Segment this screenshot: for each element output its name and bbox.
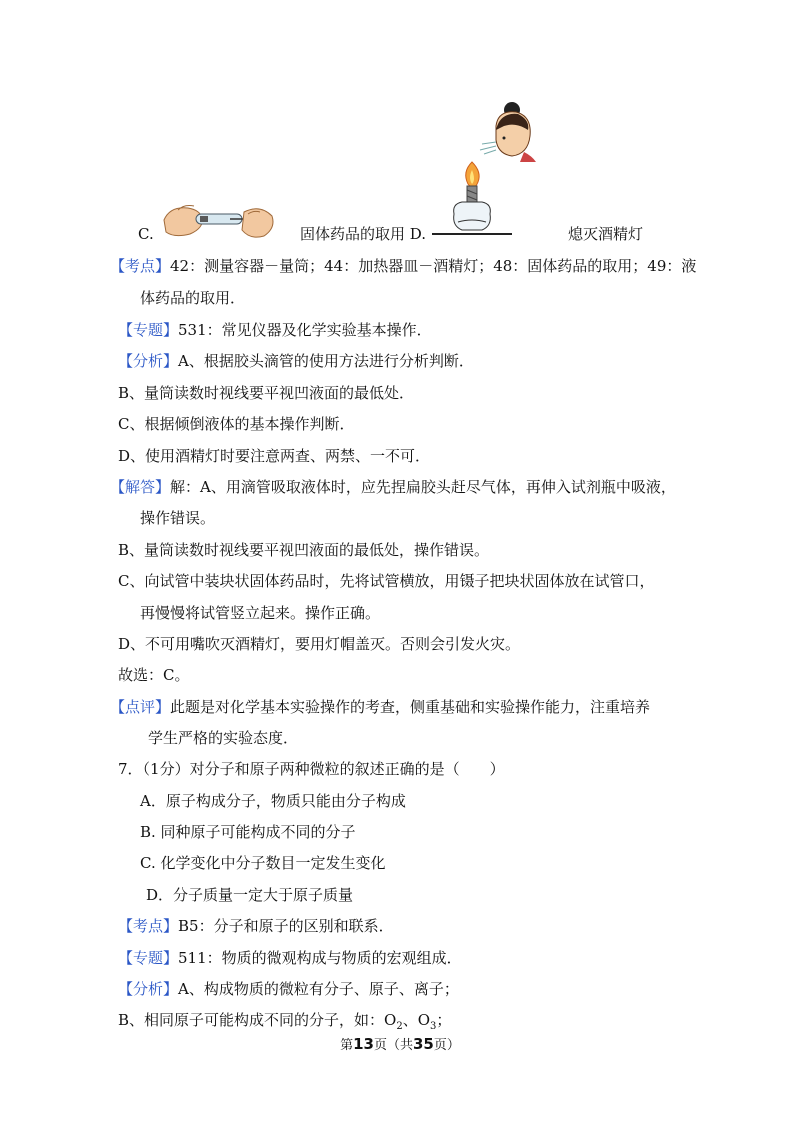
jieda-c-continuation: 再慢慢将试管竖立起来。操作正确。 — [140, 604, 381, 622]
jieda-d: D、不可用嘴吹灭酒精灯，要用灯帽盖灭。否则会引发火灾。 — [118, 635, 521, 653]
option-c-caption: 固体药品的取用 D. — [300, 225, 427, 243]
zhuanti-text: 531：常见仪器及化学实验基本操作． — [178, 321, 432, 339]
kaodian-continuation: 体药品的取用． — [140, 289, 246, 307]
question-7-option-c: C. 化学变化中分子数目一定发生变化 — [140, 854, 386, 872]
page-number: 13 — [353, 1035, 374, 1053]
q7-fenxi-a: A、构成物质的微粒有分子、原子、离子； — [178, 980, 459, 998]
question-7-option-d: D．分子质量一定大于原子质量 — [146, 886, 354, 904]
answer: 故选：C。 — [118, 666, 190, 684]
zhuanti-tag: 【专题】 — [118, 321, 179, 339]
q7-zhuanti-text: 511：物质的微观构成与物质的宏观组成． — [178, 949, 462, 967]
question-7-option-b: B. 同种原子可能构成不同的分子 — [140, 823, 356, 841]
test-tube-hands-figure — [160, 198, 278, 246]
dianping-continuation: 学生严格的实验态度． — [148, 729, 299, 747]
dianping-text: 此题是对化学基本实验操作的考查，侧重基础和实验操作能力，注重培养 — [170, 698, 651, 716]
question-7-option-a: A．原子构成分子，物质只能由分子构成 — [140, 792, 406, 810]
jieda-b: B、量筒读数时视线要平视凹液面的最低处，操作错误。 — [118, 541, 490, 559]
jieda-a-continuation: 操作错误。 — [140, 509, 216, 527]
option-d-caption: 熄灭酒精灯 — [568, 225, 644, 243]
jieda-a: 解：A、用滴管吸取液体时，应先捏扁胶头赶尽气体，再伸入试剂瓶中吸液， — [170, 478, 676, 496]
fenxi-b: B、量筒读数时视线要平视凹液面的最低处． — [118, 384, 415, 402]
fenxi-a: A、根据胶头滴管的使用方法进行分析判断． — [178, 352, 474, 370]
kaodian-tag: 【考点】 — [110, 257, 171, 275]
fenxi-tag: 【分析】 — [118, 352, 179, 370]
page-total: 35 — [413, 1035, 434, 1053]
option-c-label: C. — [138, 225, 154, 243]
q7-zhuanti-tag: 【专题】 — [118, 949, 179, 967]
kaodian-text: 42：测量容器－量筒；44：加热器皿－酒精灯；48：固体药品的取用；49：液 — [170, 257, 697, 275]
blowing-alcohol-lamp-figure — [412, 96, 552, 242]
jieda-c: C、向试管中装块状固体药品时，先将试管横放，用镊子把块状固体放在试管口， — [118, 572, 655, 590]
fenxi-d: D、使用酒精灯时要注意两查、两禁、一不可． — [118, 447, 431, 465]
q7-fenxi-tag: 【分析】 — [118, 980, 179, 998]
dianping-tag: 【点评】 — [110, 698, 171, 716]
q7-fenxi-b: B、相同原子可能构成不同的分子，如：$O_2$、$O_3$； — [118, 1011, 452, 1032]
jieda-tag: 【解答】 — [110, 478, 171, 496]
question-7-stem: 7．（1分）对分子和原子两种微粒的叙述正确的是（ ） — [118, 760, 505, 778]
q7-kaodian-text: B5：分子和原子的区别和联系． — [178, 917, 394, 935]
q7-kaodian-tag: 【考点】 — [118, 917, 179, 935]
page-footer: 第13页（共35页） — [340, 1035, 460, 1053]
fenxi-c: C、根据倾倒液体的基本操作判断． — [118, 415, 355, 433]
